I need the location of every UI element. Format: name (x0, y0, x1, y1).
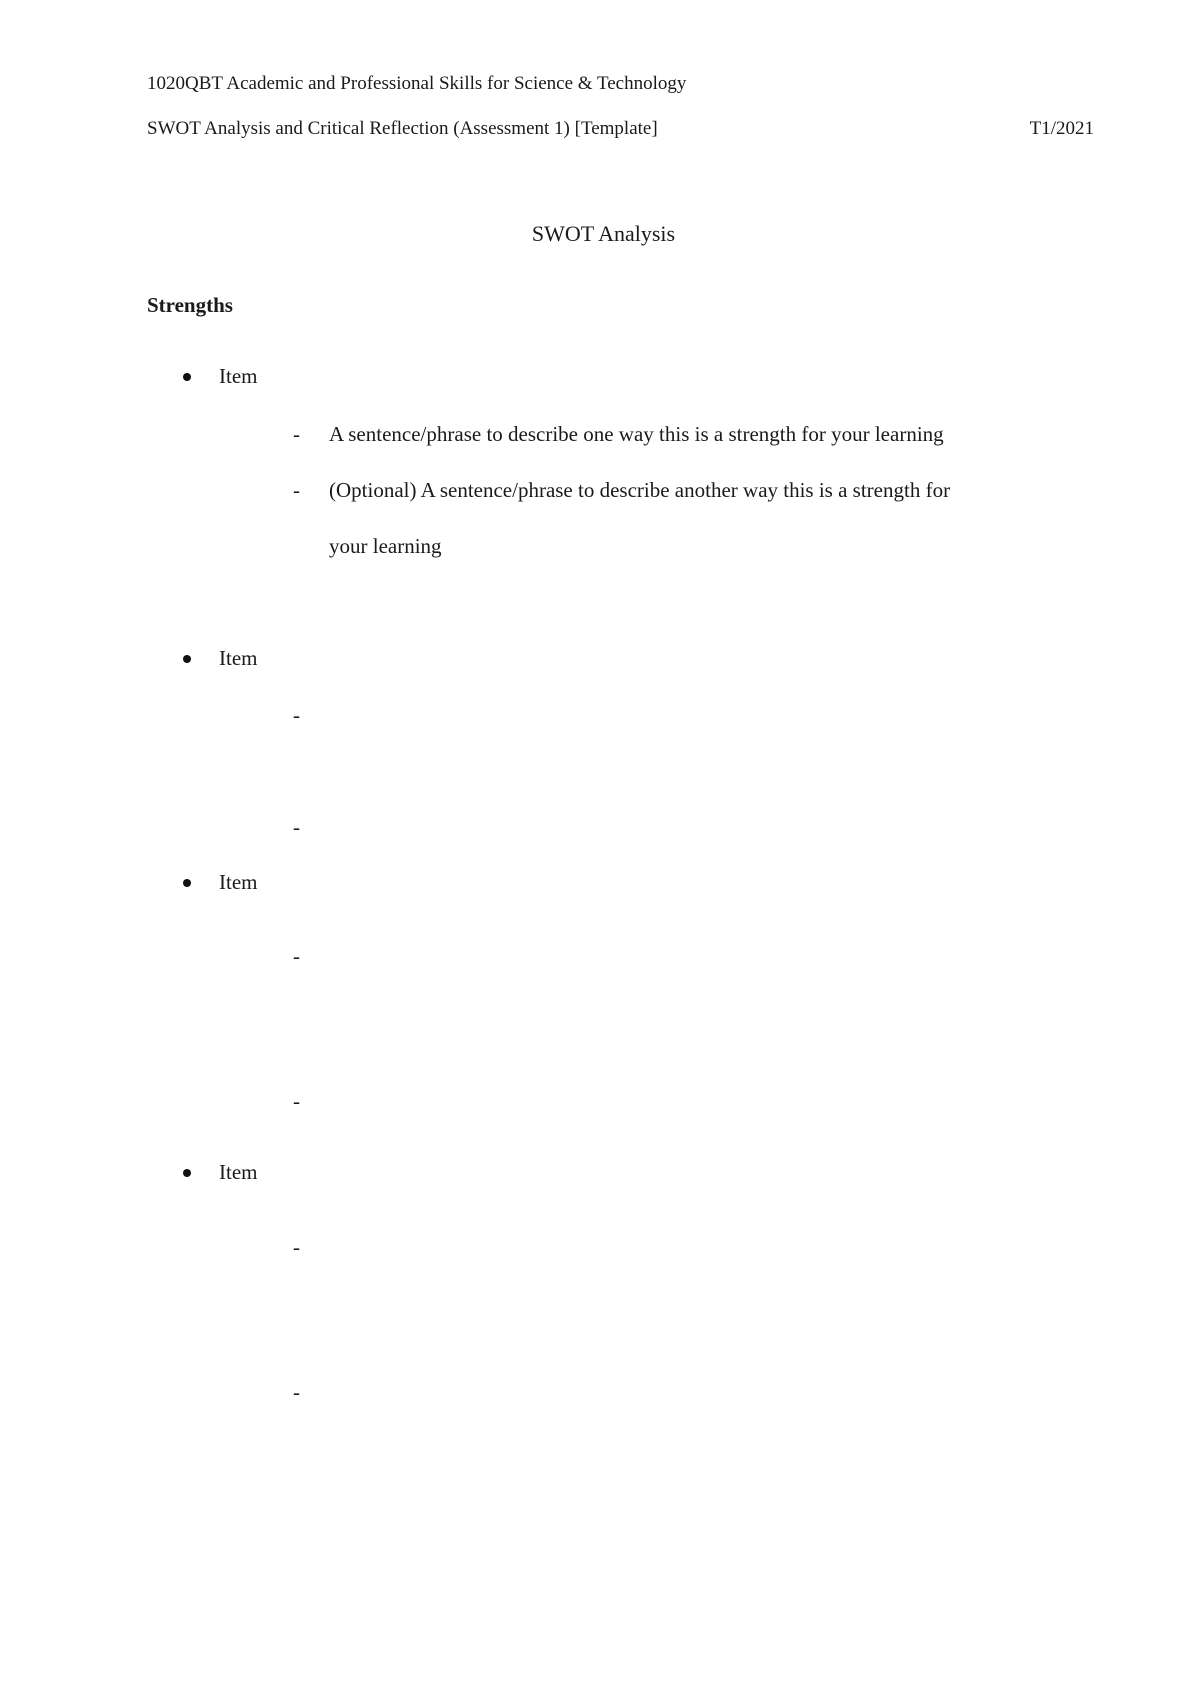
bullet-icon (183, 879, 191, 887)
header-course-title: 1020QBT Academic and Professional Skills for Science & Technology (147, 73, 687, 94)
list-item-label: Item (219, 1160, 258, 1184)
sub-point-dash: - (293, 815, 300, 839)
sub-point-dash: - (293, 1380, 300, 1404)
page-title: SWOT Analysis (531, 221, 676, 246)
list-item-label: Item (219, 364, 258, 388)
sub-point-dash: - (293, 703, 300, 727)
sub-point-text: A sentence/phrase to describe one way this is a strength for your learning (329, 422, 944, 446)
bullet-icon (183, 373, 191, 381)
bullet-icon (183, 655, 191, 663)
sub-point-text: (Optional) A sentence/phrase to describe another way this is a strength for (329, 478, 951, 502)
sub-point-text-continued: your learning (329, 534, 442, 558)
header-subtitle: SWOT Analysis and Critical Reflection (Assessment 1) [Template] (147, 118, 658, 139)
sub-point-dash: - (293, 1089, 300, 1113)
sub-point-dash: - (293, 1235, 300, 1259)
list-item-label: Item (219, 870, 258, 894)
sub-point-dash: - (293, 478, 300, 502)
list-item-label: Item (219, 646, 258, 670)
bullet-icon (183, 1169, 191, 1177)
sub-point-dash: - (293, 944, 300, 968)
section-heading-strengths: Strengths (147, 293, 233, 317)
sub-point-dash: - (293, 422, 300, 446)
header-term: T1/2021 (1029, 118, 1094, 139)
